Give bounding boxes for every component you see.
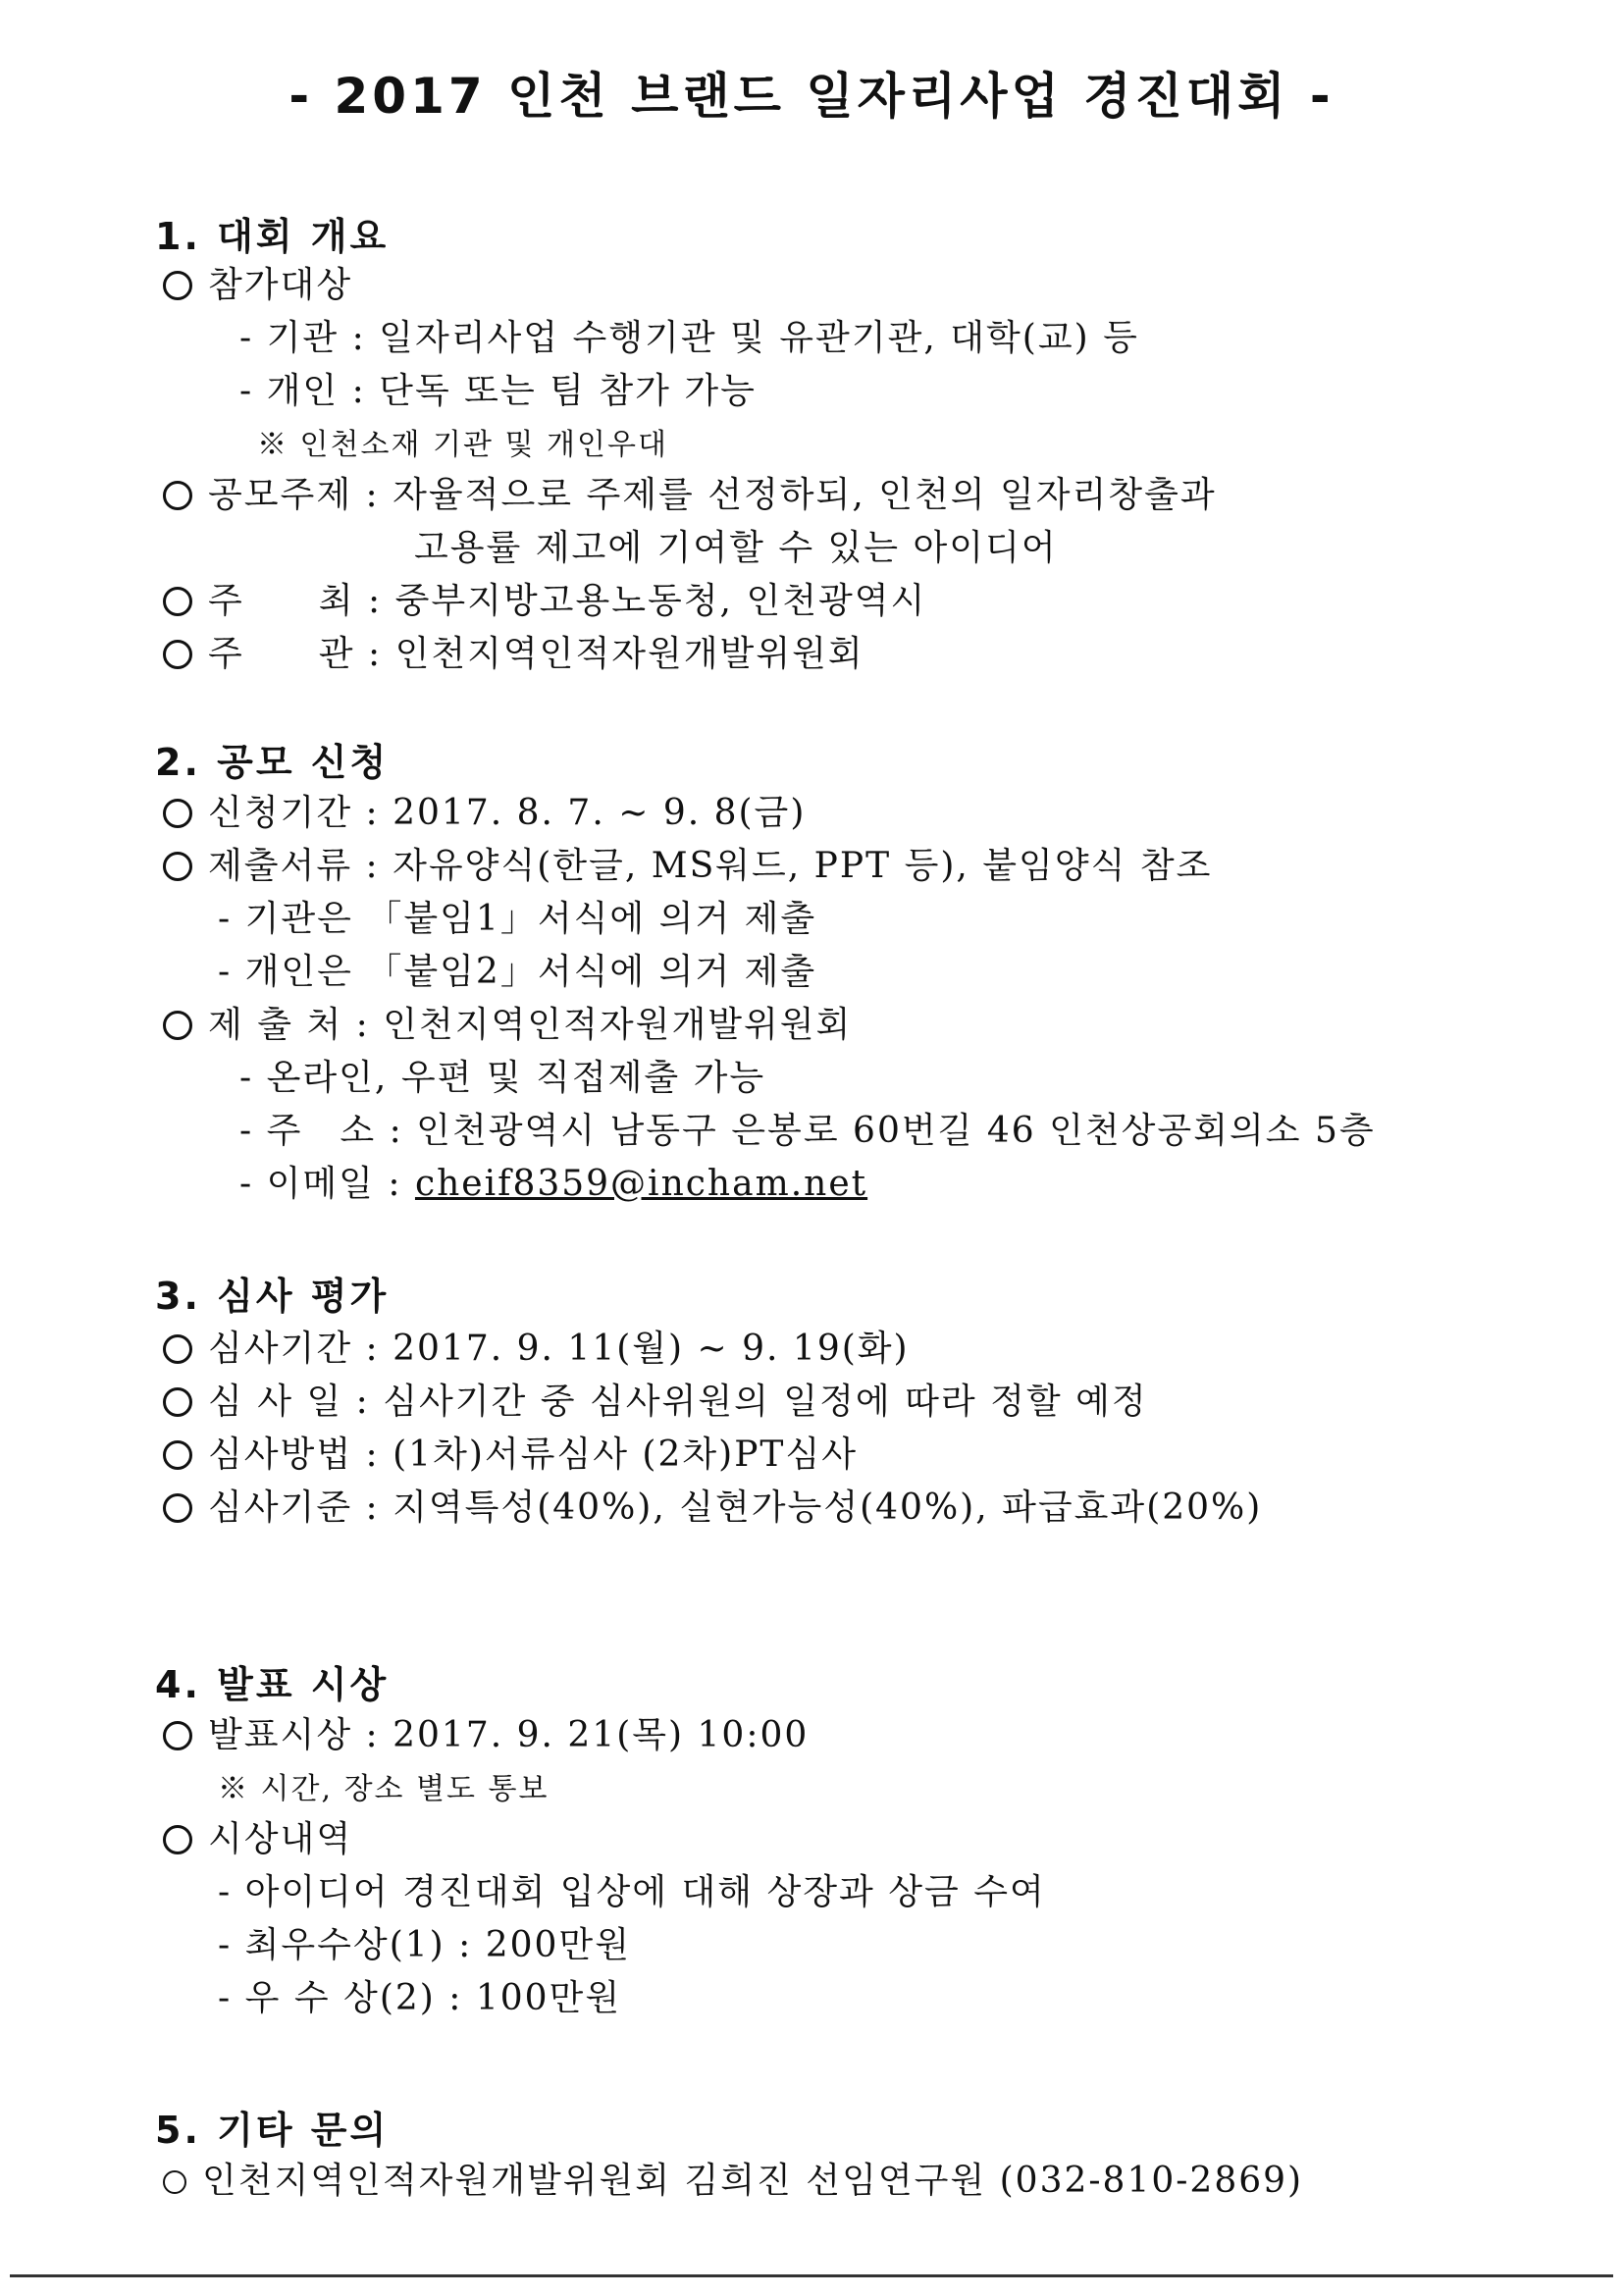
- submit-address: - 주 소 : 인천광역시 남동구 은봉로 60번길 46 인천상공회의소 5층: [239, 1111, 1376, 1151]
- circle-bullet-icon: [163, 2170, 186, 2194]
- award-grand-prize: - 최우수상(1) : 200만원: [218, 1925, 631, 1965]
- submit-method: - 온라인, 우편 및 직접제출 가능: [239, 1058, 766, 1098]
- participants-note: ※ 인천소재 기관 및 개인우대: [257, 428, 668, 462]
- documents-org: - 기관은 「붙임1」서식에 의거 제출: [218, 899, 817, 939]
- section-5-heading: 5. 기타 문의: [155, 2109, 390, 2152]
- circle-bullet-icon: [163, 1440, 192, 1470]
- award-description: - 아이디어 경진대회 입상에 대해 상장과 상금 수여: [218, 1872, 1046, 1912]
- documents-item: 제출서류 : 자유양식(한글, MS워드, PPT 등), 붙임양식 참조: [163, 838, 1212, 888]
- theme-continued: 고용률 제고에 기여할 수 있는 아이디어: [414, 528, 1058, 568]
- participants-org: - 기관 : 일자리사업 수행기관 및 유관기관, 대학(교) 등: [239, 318, 1139, 358]
- submit-to-item: 제 출 처 : 인천지역인적자원개발위원회: [163, 997, 852, 1047]
- section-4-heading: 4. 발표 시상: [155, 1663, 390, 1706]
- circle-bullet-icon: [163, 1825, 192, 1854]
- email-link[interactable]: cheif8359@incham.net: [414, 1164, 868, 1204]
- section-2-heading: 2. 공모 신청: [155, 741, 390, 784]
- section-3-heading: 3. 심사 평가: [155, 1275, 390, 1318]
- theme-item: 공모주제 : 자율적으로 주제를 선정하되, 인천의 일자리창출과: [163, 467, 1217, 517]
- circle-bullet-icon: [163, 1721, 192, 1750]
- award-excellence-prize: - 우 수 상(2) : 100만원: [218, 1978, 622, 2018]
- circle-bullet-icon: [163, 640, 192, 669]
- circle-bullet-icon: [163, 1334, 192, 1364]
- review-period-item: 심사기간 : 2017. 9. 11(월) ~ 9. 19(화): [163, 1321, 910, 1371]
- organizer-item: 주 관 : 인천지역인적자원개발위원회: [163, 626, 864, 676]
- bottom-divider: [10, 2274, 1613, 2277]
- circle-bullet-icon: [163, 852, 192, 881]
- circle-bullet-icon: [163, 799, 192, 828]
- review-criteria-item: 심사기준 : 지역특성(40%), 실현가능성(40%), 파급효과(20%): [163, 1480, 1262, 1530]
- host-item: 주 최 : 중부지방고용노동청, 인천광역시: [163, 573, 926, 623]
- email-row: - 이메일 : cheif8359@incham.net: [239, 1164, 868, 1204]
- participants-person: - 개인 : 단독 또는 팀 참가 가능: [239, 371, 757, 411]
- circle-bullet-icon: [163, 1011, 192, 1040]
- documents-person: - 개인은 「붙임2」서식에 의거 제출: [218, 952, 817, 992]
- award-details-item: 시상내역: [163, 1811, 352, 1861]
- circle-bullet-icon: [163, 481, 192, 510]
- document-title: - 2017 인천 브랜드 일자리사업 경진대회 -: [288, 68, 1335, 125]
- review-date-item: 심 사 일 : 심사기간 중 심사위원의 일정에 따라 정할 예정: [163, 1374, 1148, 1424]
- announcement-item: 발표시상 : 2017. 9. 21(목) 10:00: [163, 1707, 809, 1757]
- application-period-item: 신청기간 : 2017. 8. 7. ~ 9. 8(금): [163, 785, 806, 835]
- circle-bullet-icon: [163, 1387, 192, 1417]
- circle-bullet-icon: [163, 1493, 192, 1523]
- participants-item: 참가대상: [163, 257, 352, 307]
- circle-bullet-icon: [163, 271, 192, 300]
- contact-item: 인천지역인적자원개발위원회 김희진 선임연구원 (032-810-2869): [163, 2153, 1303, 2203]
- announcement-note: ※ 시간, 장소 별도 통보: [218, 1772, 550, 1806]
- section-1-heading: 1. 대회 개요: [155, 215, 390, 258]
- circle-bullet-icon: [163, 587, 192, 616]
- review-method-item: 심사방법 : (1차)서류심사 (2차)PT심사: [163, 1427, 858, 1477]
